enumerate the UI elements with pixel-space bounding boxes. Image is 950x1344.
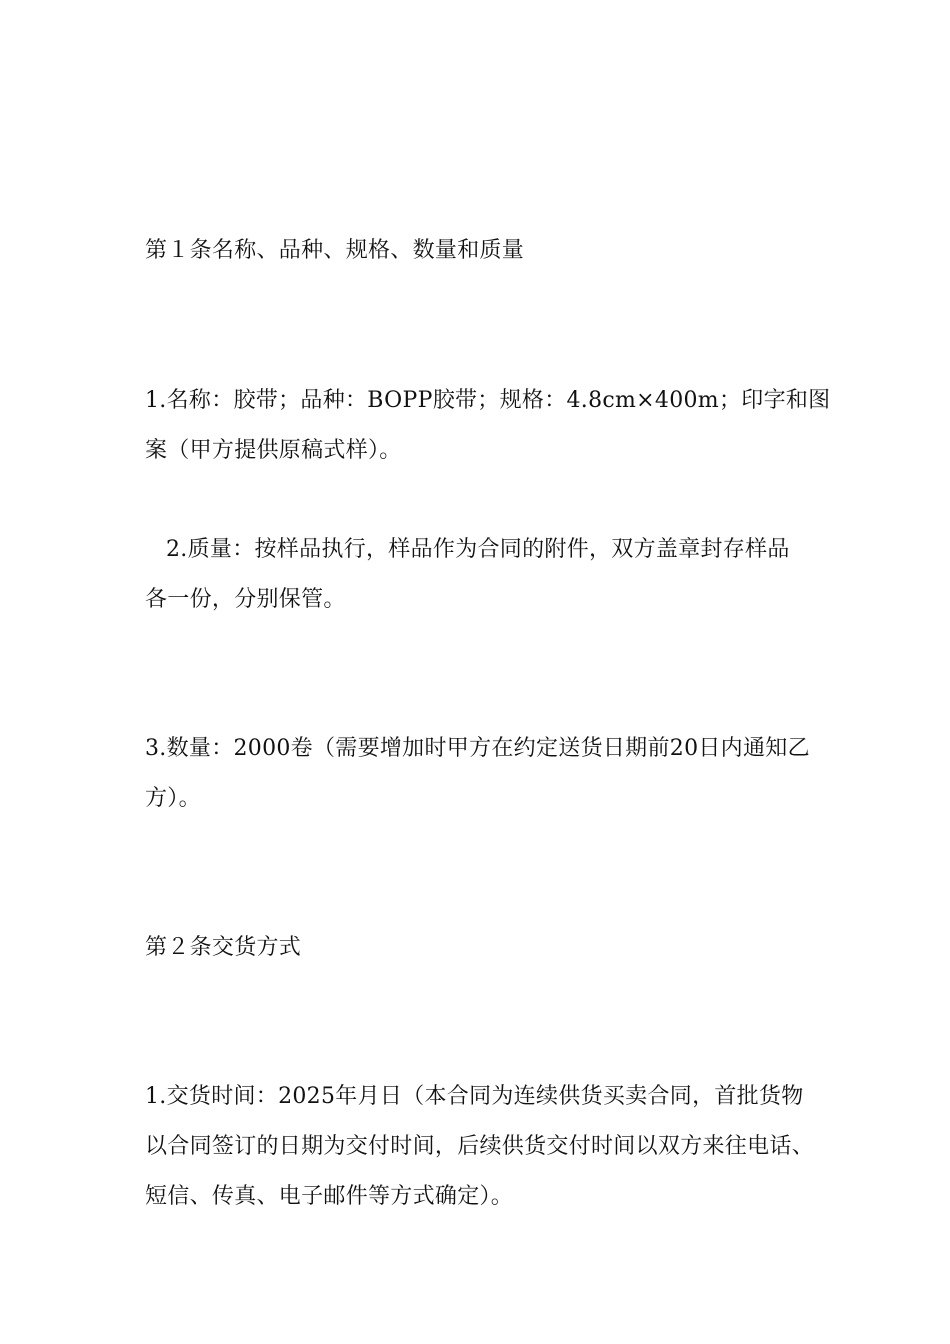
article-1-heading: 第１条名称、品种、规格、数量和质量 [145,238,525,263]
article-1-item-2-line-2: 各一份，分别保管。 [145,587,346,612]
article-1-item-2-line-1: 2.质量：按样品执行，样品作为合同的附件，双方盖章封存样品 [166,537,790,562]
article-1-item-3-line-2: 方）。 [145,786,201,811]
article-1-item-3-line-1: 3.数量：2000卷（需要增加时甲方在约定送货日期前20日内通知乙 [145,736,810,761]
article-2-item-1-line-3: 短信、传真、电子邮件等方式确定）。 [145,1184,514,1209]
article-2-item-1-line-1: 1.交货时间：2025年月日（本合同为连续供货买卖合同，首批货物 [145,1084,804,1109]
article-1-item-1-line-2: 案（甲方提供原稿式样）。 [145,438,402,463]
article-1-item-1-line-1: 1.名称：胶带；品种：BOPP胶带；规格：4.8cm×400m；印字和图 [145,388,831,413]
article-2-item-1-line-2: 以合同签订的日期为交付时间，后续供货交付时间以双方来往电话、 [145,1134,815,1159]
article-2-heading: 第２条交货方式 [145,935,302,960]
